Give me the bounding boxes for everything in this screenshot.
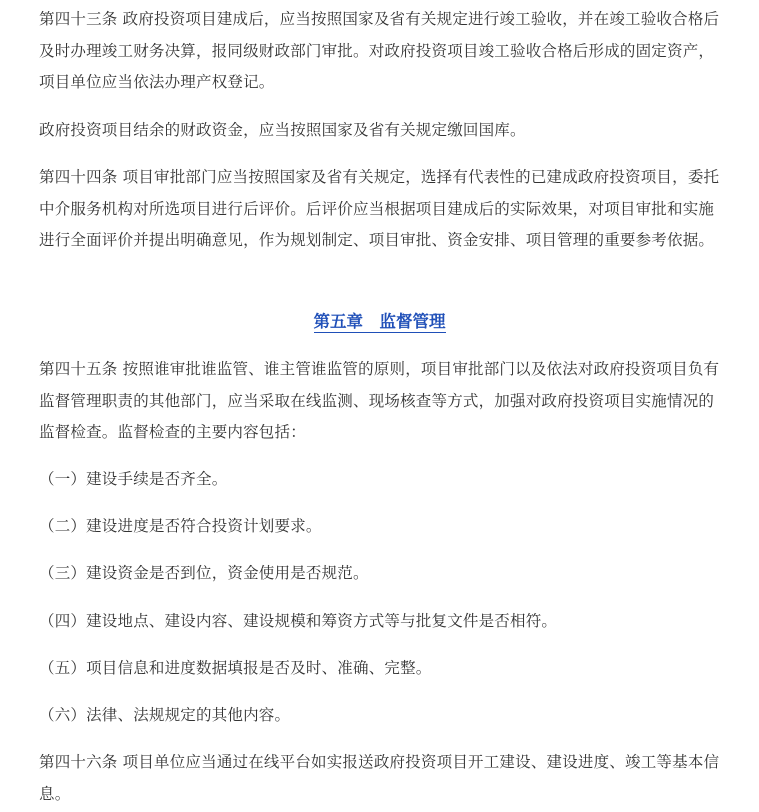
list-item: （五）项目信息和进度数据填报是否及时、准确、完整。 — [39, 659, 432, 677]
article-46-paragraph: 第四十六条 项目单位应当通过在线平台如实报送政府投资项目开工建设、建设进度、竣工等基本信息。 — [39, 753, 720, 803]
list-item: （四）建设地点、建设内容、建设规模和筹资方式等与批复文件是否相符。 — [39, 612, 558, 630]
article-45-paragraph: 第四十五条 按照谁审批谁监管、谁主管谁监管的原则，项目审批部门以及依法对政府投资项目负有监督管理职责的其他部门，应当采取在线监测、现场核查等方式，加强对政府投资项目实施情况的监督检查。监督检查的主要内容包括： — [39, 360, 720, 442]
list-item: （三）建设资金是否到位，资金使用是否规范。 — [39, 564, 369, 582]
chapter-title: 第五章 监督管理 — [313, 312, 446, 331]
list-item: （二）建设进度是否符合投资计划要求。 — [39, 517, 322, 535]
list-item: （六）法律、法规规定的其他内容。 — [39, 706, 291, 724]
surplus-funds-paragraph: 政府投资项目结余的财政资金，应当按照国家及省有关规定缴回国库。 — [39, 121, 526, 139]
article-43-paragraph: 第四十三条 政府投资项目建成后，应当按照国家及省有关规定进行竣工验收，并在竣工验收合格后及时办理竣工财务决算，报同级财政部门审批。对政府投资项目竣工验收合格后形成的固定资产，项目单位应当依法办理产权登记。 — [39, 10, 720, 92]
article-44-paragraph: 第四十四条 项目审批部门应当按照国家及省有关规定，选择有代表性的已建成政府投资项目，委托中介服务机构对所选项目进行后评价。后评价应当根据项目建成后的实际效果，对项目审批和实施进行全面评价并提出明确意见，作为规划制定、项目审批、资金安排、项目管理的重要参考依据。 — [39, 168, 720, 250]
chapter-five-heading — [0, 309, 759, 335]
list-item: （一）建设手续是否齐全。 — [39, 470, 228, 488]
